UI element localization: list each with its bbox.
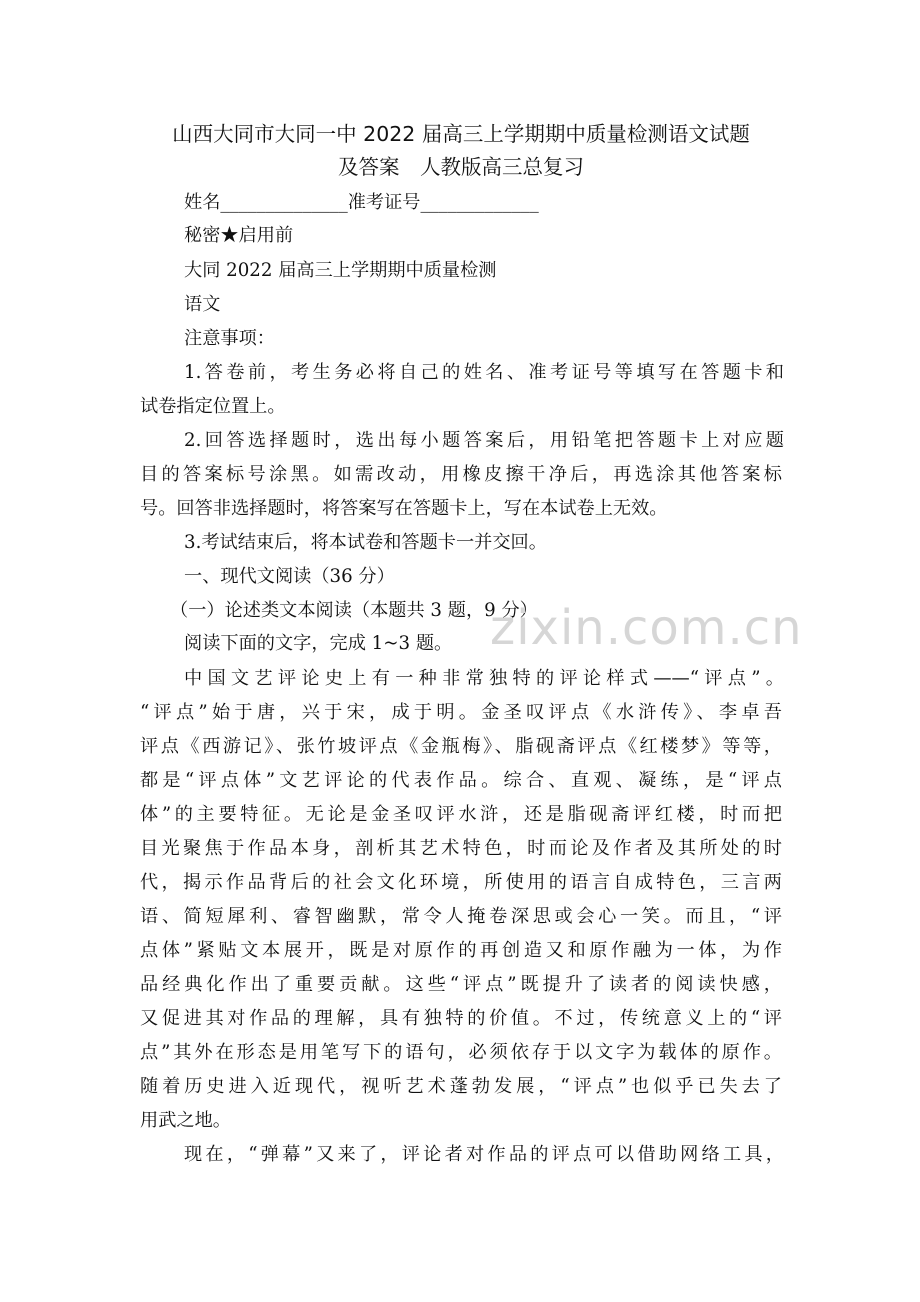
subject-label: 语文: [184, 294, 221, 315]
passage-paragraph-2-line-1: 现在，“弹幕”又来了，评论者对作品的评点可以借助网络工具，: [184, 1144, 784, 1165]
passage-line: 品经典化作出了重要贡献。这些“评点”既提升了读者的阅读快感，: [140, 974, 782, 995]
passage-line: 都是“评点体”文艺评论的代表作品。综合、直观、凝练，是“评点: [140, 770, 782, 791]
passage-line: 体”的主要特征。无论是金圣叹评水浒，还是脂砚斋评红楼，时而把: [140, 804, 782, 825]
section-1-subheading: （一）论述类文本阅读（本题共 3 题，9 分）: [170, 600, 538, 621]
notice-heading: 注意事项：: [184, 328, 275, 349]
passage-line: 点体”紧贴文本展开，既是对原作的再创造又和原作融为一体，为作: [140, 940, 782, 961]
notice-1-line-2: 试卷指定位置上。: [140, 396, 286, 417]
passage-line: 目光聚焦于作品本身，剖析其艺术特色，时而论及作者及其所处的时: [140, 838, 782, 859]
notice-2-line-1: 2.回答选择题时，选出每小题答案后，用铅笔把答题卡上对应题: [184, 430, 784, 451]
confidential-label: 秘密★启用前: [184, 225, 294, 246]
notice-2-line-3: 号。回答非选择题时，将答案写在答题卡上，写在本试卷上无效。: [140, 498, 668, 519]
document-title-line-1: 山西大同市大同一中 2022 届高三上学期期中质量检测语文试题: [172, 122, 750, 146]
notice-2-line-2: 目的答案标号涂黑。如需改动，用橡皮擦干净后，再选涂其他答案标: [140, 464, 782, 485]
passage-line: 语、简短犀利、睿智幽默，常令人掩卷深思或会心一笑。而且，“评: [140, 906, 782, 927]
passage-line: 随着历史进入近现代，视听艺术蓬勃发展，“评点”也似乎已失去了: [140, 1076, 782, 1097]
passage-line: 用武之地。: [140, 1110, 231, 1131]
notice-3: 3.考试结束后，将本试卷和答题卡一并交回。: [184, 532, 547, 553]
passage-line: 又促进其对作品的理解，具有独特的价值。不过，传统意义上的“评: [140, 1008, 782, 1029]
passage-line: 中国文艺评论史上有一种非常独特的评论样式——“评点”。: [184, 668, 784, 689]
notice-1-line-1: 1.答卷前，考生务必将自己的姓名、准考证号等填写在答题卡和: [184, 362, 784, 383]
passage-line: 点”其外在形态是用笔写下的语句，必须依存于以文字为载体的原作。: [140, 1042, 782, 1063]
exam-name: 大同 2022 届高三上学期期中质量检测: [184, 260, 497, 281]
section-1-heading: 一、现代文阅读（36 分）: [184, 566, 395, 587]
passage-line: 评点《西游记》、张竹坡评点《金瓶梅》、脂砚斋评点《红楼梦》等等，: [140, 736, 782, 757]
passage-line: “评点”始于唐，兴于宋，成于明。金圣叹评点《水浒传》、李卓吾: [140, 702, 782, 723]
name-and-exam-number-field: 姓名______________准考证号_____________: [184, 192, 539, 213]
watermark: zixin.com.cn: [490, 600, 803, 656]
document-title-line-2: 及答案 人教版高三总复习: [338, 155, 584, 179]
passage-line: 代，揭示作品背后的社会文化环境，所使用的语言自成特色，三言两: [140, 872, 782, 893]
reading-instruction: 阅读下面的文字，完成 1~3 题。: [184, 633, 453, 654]
